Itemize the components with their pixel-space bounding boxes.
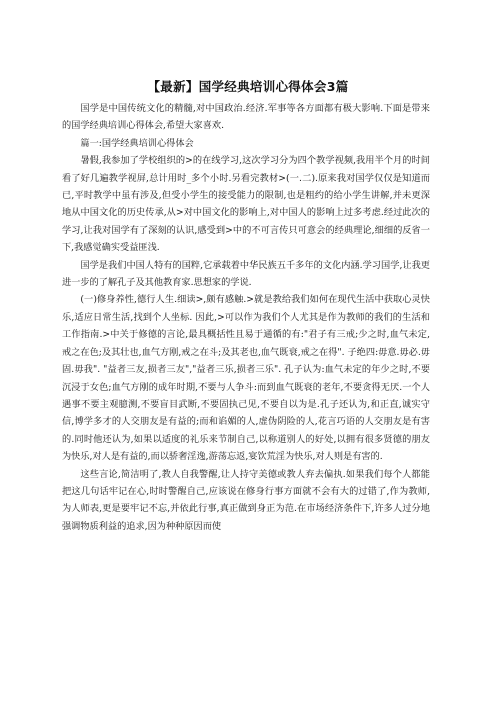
- intro-paragraph: 国学是中国传统文化的精髓,对中国政治.经济.军事等各方面都有极大影响.下面是带来的国学经典培训心得体会,希望大家喜欢.: [62, 103, 430, 132]
- body-paragraph: 暑假,我参加了学校组织的>的在线学习,这次学习分为四个教学视频,我用半个月的时间看了好几遍教学视屏,总计用时_多个小时.另看完教材>(一.二).原来我对国学仅仅是知道而已,平时教学中虽有涉及,但受小学生的接受能力的限制,也是粗约的给小学生讲解,并未更深地从中国文化的历史传承,从>对中国文化的影响上,对中国人的影响上过多考虑.经过此次的学习,让我对国学有了深刻的认识,感受到>中的不可言传只可意会的经典理论,细细的反省一下,我感觉确实受益匪浅.: [62, 155, 430, 254]
- document-body: [62, 100, 430, 535]
- document-title: 【最新】国学经典培训心得体会3篇: [147, 79, 349, 94]
- body-paragraph: 这些言论,简洁明了,教人自我警醒,让人持守美德或教人弃去偏执.如果我们每个人都能把这几句话牢记在心,时时警醒自己,应该说在修身行事方面就不会有大的过错了,作为教师,为人师表,更是要牢记不忘,并依此行事,真正做到身正为范.在市场经济条件下,许多人过分地强调物质利益的追求,因为种种原因而使: [62, 468, 430, 532]
- body-paragraph: (一)修身养性,德行人生.细读>,颇有感触.>就是教给我们如何在现代生活中获取心灵快乐,适应日常生活,找到个人坐标. 因此,>可以作为我们个人尤其是作为教师的我们的生活和工作指南.>中关于修德的言论,最具概括性且易于通循的有:"君子有三戒;少之时,血气未定,戒之在色;及其壮也,血气方刚,戒之在斗;及其老也,血气既衰,戒之在得". 子绝四:毋意.毋必.毋固.毋我". "益者三友,损者三友","益者三乐,损者三乐". 孔子认为:血气未定的年少之时,不要沉浸于女色;血气方刚的成年时期,不要与人争斗:而到血气既衰的老年,不要贪得无厌.一个人遇事不要主观臆测,不要盲目武断,不要固执己见,不要自以为是.孔子还认为,和正直,诚实守信,博学多才的人交朋友是有益的;而和谄媚的人,虚伪阴险的人,花言巧语的人交朋友是有害的.同时他还认为,如果以适度的礼乐来节制自己,以称道别人的好处,以拥有很多贤德的朋友为快乐,对人是有益的,而以骄奢淫逸,游荡忘返,宴饮荒淫为快乐,对人则是有害的.: [62, 294, 430, 463]
- body-paragraph: 国学是我们中国人特有的国粹,它承载着中华民族五千多年的文化内涵.学习国学,让我更进一步的了解孔子及其他教育家.思想家的学说.: [62, 259, 430, 289]
- section-heading: 篇一:国学经典培训心得体会: [80, 137, 194, 149]
